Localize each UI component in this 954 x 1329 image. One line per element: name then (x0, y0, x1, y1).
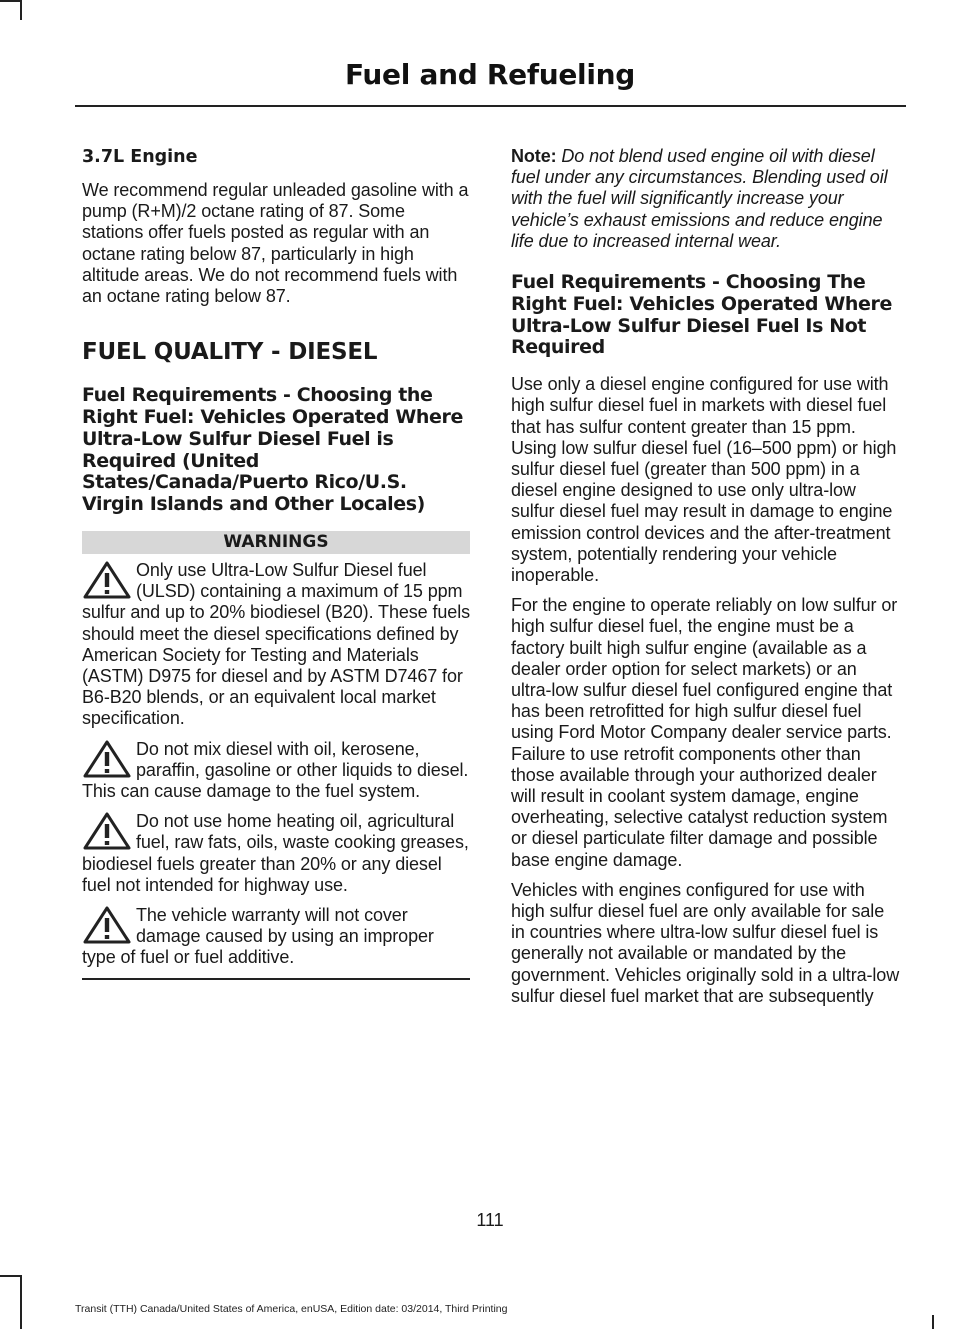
warning-text: Do not use home heating oil, agricultural fuel, raw fats, oils, waste cooking greases, biodiesel fuels greater than 20% or any diesel fuel not intended for highway use. (82, 811, 469, 895)
footer-edition: Transit (TTH) Canada/United States of America, enUSA, Edition date: 03/2014, Third Printing (75, 1303, 508, 1315)
warning-item (82, 560, 470, 730)
crop-mark (0, 1275, 20, 1277)
crop-mark (20, 0, 22, 20)
right-column (511, 146, 901, 1016)
warnings-header: WARNINGS (82, 531, 470, 554)
note-text: Do not blend used engine oil with diesel fuel under any circumstances. Blending used oil with the fuel will significantly increase your vehicle’s exhaust emissions and reduce engine life due to increased internal wear. (511, 146, 888, 251)
body-paragraph: Vehicles with engines configured for use with high sulfur diesel fuel are only available for sale in countries where ultra-low sulfur diesel fuel is generally not available or mandated by the government. Vehicles originally sold in a ultra-low sulfur diesel fuel market that are subsequently (511, 879, 900, 1006)
warning-triangle-icon (82, 560, 134, 602)
engine-paragraph: We recommend regular unleaded gasoline with a pump (R+M)/2 octane rating of 87. Some stations offer fuels posted as regular with an octane rating below 87, particularly in high altitude areas. We do not recommend fuels with an octane rating below 87. (82, 180, 469, 307)
warning-item (82, 811, 470, 896)
warning-item (82, 905, 470, 969)
note-label: Note: (511, 146, 557, 166)
title-divider (75, 105, 906, 107)
sub-heading: Fuel Requirements - Choosing The Right Fuel: Vehicles Operated Where Ultra-Low Sulfur Diesel Fuel Is Not Required (511, 271, 892, 359)
warning-text: Do not mix diesel with oil, kerosene, paraffin, gasoline or other liquids to diesel. This can cause damage to the fuel system. (82, 738, 469, 802)
section-heading: FUEL QUALITY - DIESEL (82, 339, 378, 366)
warning-triangle-icon (82, 811, 134, 853)
left-column (82, 146, 470, 980)
page-title: Fuel and Refueling (344, 58, 636, 91)
note-paragraph (511, 146, 901, 252)
warnings-end-rule (82, 978, 470, 980)
sub-heading: Fuel Requirements - Choosing the Right Fuel: Vehicles Operated Where Ultra-Low Sulfur Diesel Fuel is Required (United States/Canada/Puerto Rico/U.S. Virgin Islands and Other Locales) (82, 384, 463, 516)
crop-mark (20, 1315, 22, 1329)
warning-text: Only use Ultra-Low Sulfur Diesel fuel (ULSD) containing a maximum of 15 ppm sulfur and up to 20% biodiesel (B20). These fuels should meet the diesel specifications defined by American Society for Testing and Materials (ASTM) D975 for diesel and by ASTM D7467 for B6-B20 blends, or an equivalent local market specification. (82, 560, 471, 729)
engine-heading: 3.7L Engine (82, 147, 198, 167)
body-paragraph: For the engine to operate reliably on low sulfur or high sulfur diesel fuel, the engine must be a factory built high sulfur engine (available as a dealer order option for select markets) or an ultra-low sulfur diesel fuel configured engine that has been retrofitted for high sulfur diesel fuel using Ford Motor Company dealer service parts. Failure to use retrofit components other than those available through your authorized dealer will result in coolant system damage, engine overheating, selective catalyst reduction system or diesel particulate filter damage and possible base engine damage. (511, 595, 898, 870)
crop-mark (0, 0, 20, 2)
warning-triangle-icon (82, 739, 134, 781)
warning-text: The vehicle warranty will not cover damage caused by using an improper type of fuel or fuel additive. (82, 905, 434, 968)
page-number: 111 (476, 1210, 504, 1230)
warning-item (82, 739, 470, 803)
warning-triangle-icon (82, 905, 134, 947)
body-paragraph: Use only a diesel engine configured for use with high sulfur diesel fuel in markets with diesel fuel that has sulfur content greater than 15 ppm. Using low sulfur diesel fuel (16–500 ppm) or high sulfur diesel fuel (greater than 500 ppm) in a diesel engine designed to use only ultra-low sulfur diesel fuel may result in damage to engine emission control devices and the after-treatment system, potentially rendering your vehicle inoperable. (511, 374, 897, 586)
crop-mark (932, 1315, 934, 1329)
